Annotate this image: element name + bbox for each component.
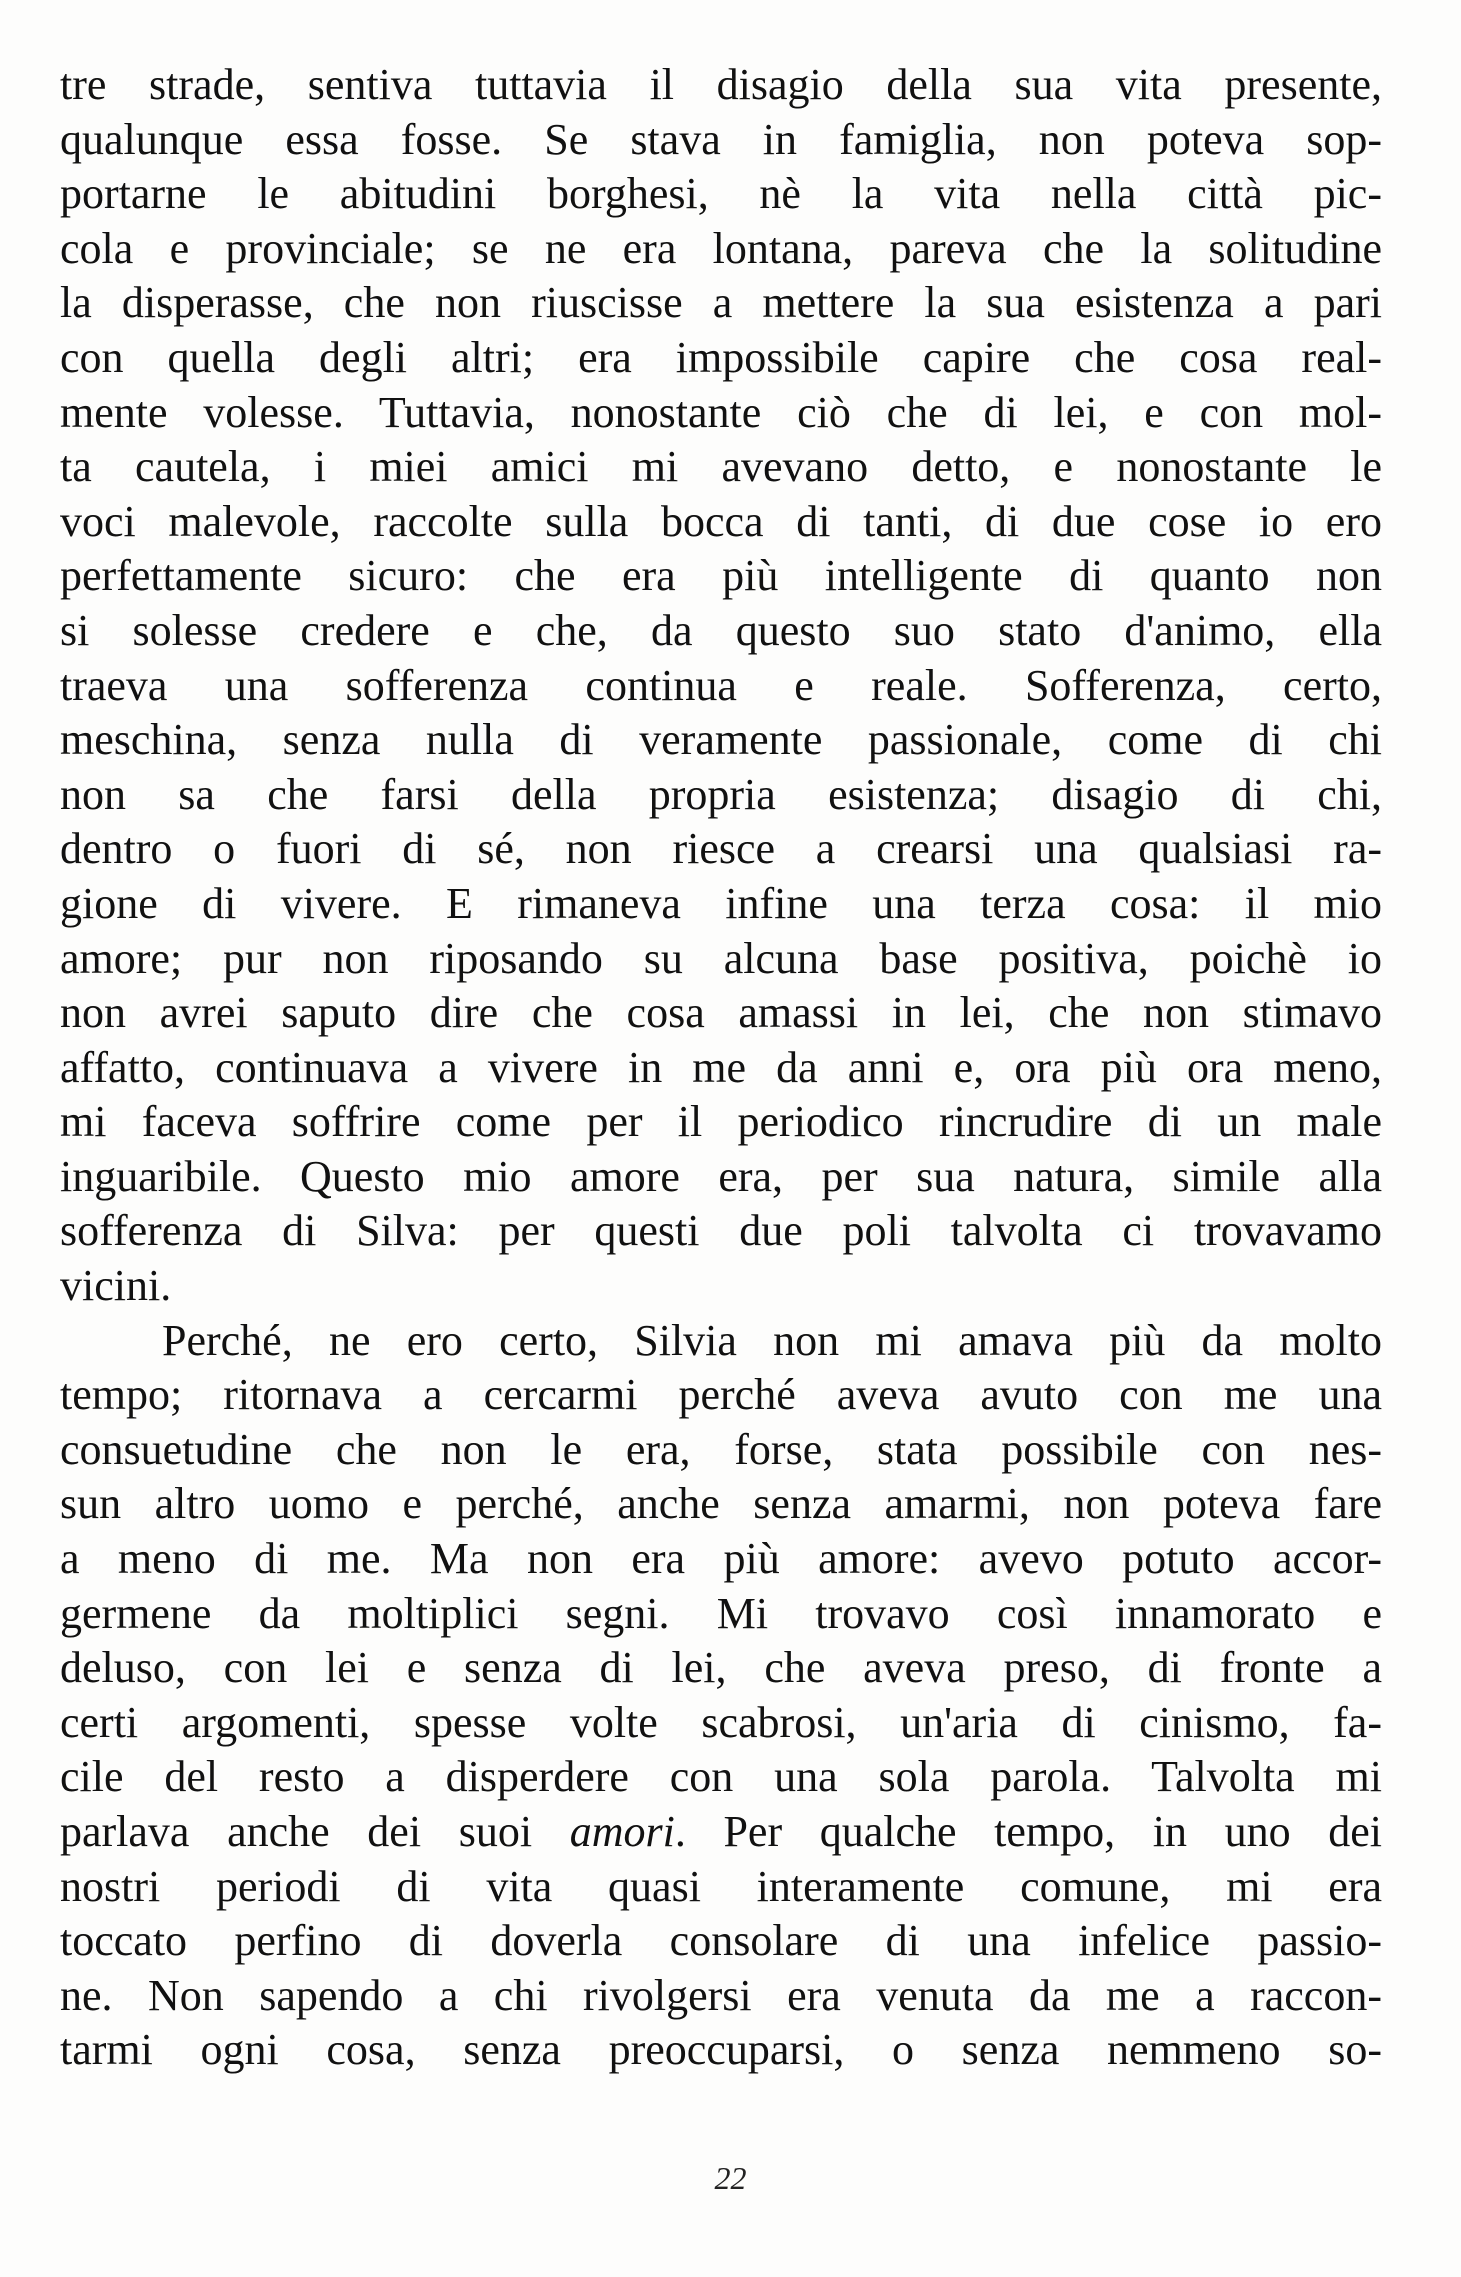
text-line: voci malevole, raccolte sulla bocca di tanti, di due cose io ero	[60, 496, 1382, 546]
text-line: toccato perfino di doverla consolare di una infelice passio-	[60, 1916, 1382, 1966]
text-segment: . Per qualche tempo, in uno dei	[674, 1807, 1383, 1856]
text-line: qualunque essa fosse. Se stava in famiglia, non poteva sop-	[60, 114, 1382, 164]
text-line: cile del resto a disperdere con una sola parola. Talvolta mi	[60, 1752, 1382, 1802]
text-line: la disperasse, che non riuscisse a mettere la sua esistenza a pari	[60, 278, 1382, 328]
text-line: mente volesse. Tuttavia, nonostante ciò che di lei, e con mol-	[60, 387, 1382, 437]
text-line: ta cautela, i miei amici mi avevano detto, e nonostante le	[60, 442, 1382, 492]
text-line: deluso, con lei e senza di lei, che aveva preso, di fronte a	[60, 1643, 1382, 1693]
italic-word: amori	[569, 1807, 675, 1856]
text-line: tarmi ogni cosa, senza preoccuparsi, o senza nemmeno so-	[60, 2025, 1382, 2075]
text-segment: parlava anche dei suoi	[60, 1807, 570, 1856]
text-line: con quella degli altri; era impossibile capire che cosa real-	[60, 332, 1382, 382]
text-line: perfettamente sicuro: che era più intelligente di quanto non	[60, 551, 1382, 601]
text-line: sun altro uomo e perché, anche senza amarmi, non poteva fare	[60, 1479, 1382, 1529]
page-number: 22	[714, 2160, 747, 2196]
text-line: non avrei saputo dire che cosa amassi in lei, che non stimavo	[60, 988, 1382, 1038]
text-line: inguaribile. Questo mio amore era, per sua natura, simile alla	[60, 1151, 1382, 1201]
text-line: si solesse credere e che, da questo suo stato d'animo, ella	[60, 605, 1382, 655]
text-line: a meno di me. Ma non era più amore: avevo potuto accor-	[60, 1534, 1382, 1584]
text-line: traeva una sofferenza continua e reale. Sofferenza, certo,	[60, 660, 1382, 710]
text-line: mi faceva soffrire come per il periodico rincrudire di un male	[60, 1097, 1382, 1147]
text-line: meschina, senza nulla di veramente passionale, come di chi	[60, 715, 1382, 765]
body-text	[60, 58, 1382, 2078]
text-line: non sa che farsi della propria esistenza; disagio di chi,	[60, 769, 1382, 819]
text-line: tempo; ritornava a cercarmi perché aveva avuto con me una	[60, 1370, 1382, 1420]
text-line: amore; pur non riposando su alcuna base positiva, poichè io	[60, 933, 1382, 983]
text-line: gione di vivere. E rimaneva infine una terza cosa: il mio	[60, 878, 1382, 928]
text-line: portarne le abitudini borghesi, nè la vita nella città pic-	[60, 169, 1382, 219]
text-line: dentro o fuori di sé, non riesce a crearsi una qualsiasi ra-	[60, 824, 1382, 874]
text-line: cola e provinciale; se ne era lontana, pareva che la solitudine	[60, 223, 1382, 273]
text-line: ne. Non sapendo a chi rivolgersi era venuta da me a raccon-	[60, 1970, 1382, 2020]
text-line: certi argomenti, spesse volte scabrosi, un'aria di cinismo, fa-	[60, 1697, 1382, 1747]
text-line: affatto, continuava a vivere in me da anni e, ora più ora meno,	[60, 1042, 1382, 1092]
text-line: sofferenza di Silva: per questi due poli talvolta ci trovavamo	[60, 1206, 1382, 1256]
text-line-with-italic	[60, 1805, 1382, 1860]
text-line: nostri periodi di vita quasi interamente comune, mi era	[60, 1861, 1382, 1911]
text-line: germene da moltiplici segni. Mi trovavo così innamorato e	[60, 1588, 1382, 1638]
text-line: tre strade, sentiva tuttavia il disagio della sua vita presente,	[60, 60, 1382, 109]
text-line: consuetudine che non le era, forse, stata possibile con nes-	[60, 1424, 1382, 1474]
text-line-paragraph-start: Perché, ne ero certo, Silvia non mi amava più da molto	[162, 1315, 1382, 1365]
text-line-paragraph-end: vicini.	[60, 1261, 172, 1311]
